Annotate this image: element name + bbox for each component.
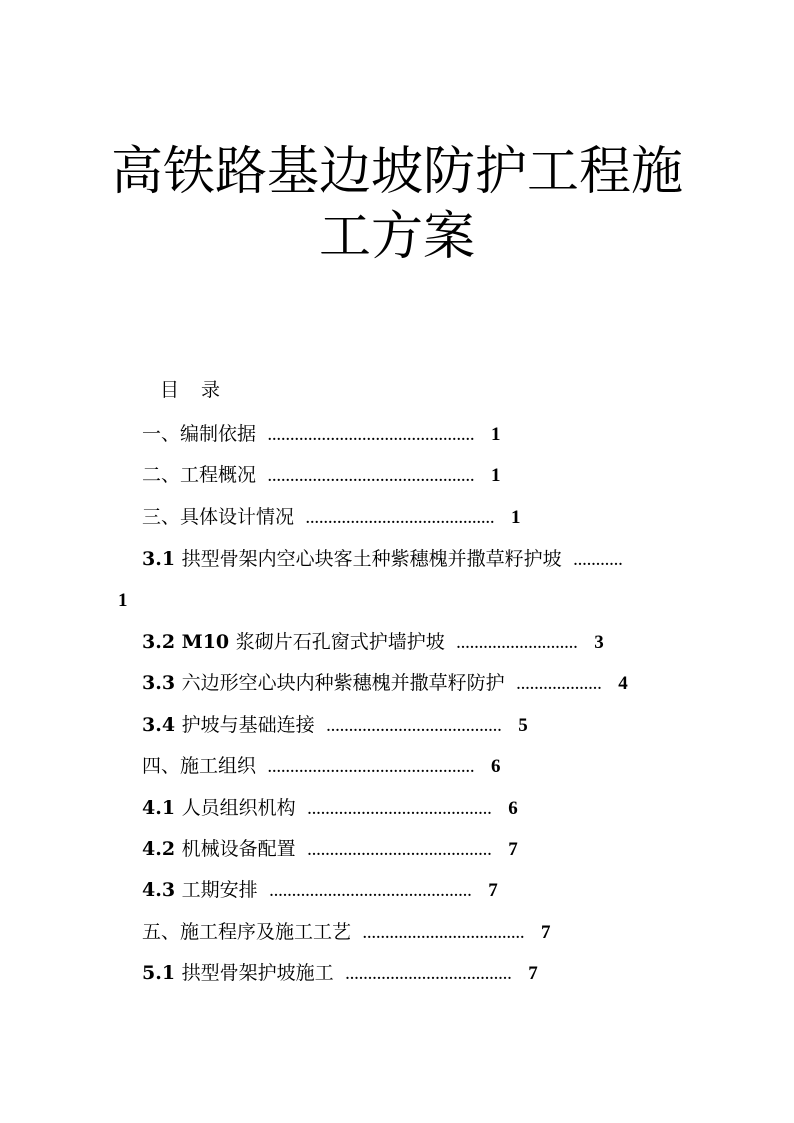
document-title-line2: 工方案 [318, 207, 475, 267]
toc-page-number: 7 [541, 922, 551, 943]
toc-page-number: 1 [491, 465, 501, 486]
toc-leader-dots: ..................................... [345, 968, 513, 983]
toc-entry-label: 机械设备配置 [181, 838, 296, 860]
toc-entry-label: 一、编制依据 [142, 423, 257, 445]
document-title-line1: 高铁路基边坡防护工程施 [110, 142, 683, 202]
toc-leader-dots: .............................................. [268, 429, 476, 444]
toc-page-number: 1 [511, 507, 521, 528]
toc-page-number: 3 [594, 632, 604, 653]
toc-leader-dots: .............................................. [268, 761, 476, 776]
toc-page-number: 6 [491, 756, 501, 777]
toc-entry-label: 拱型骨架内空心块客土种紫穗槐并撒草籽护坡 [181, 548, 562, 570]
toc-page-number: 4 [618, 673, 628, 694]
toc-entry-number: 5.1 [142, 962, 182, 984]
toc-entry[interactable] [142, 545, 623, 573]
toc-entry[interactable] [142, 461, 501, 489]
toc-leader-dots: ........................... [456, 637, 579, 652]
toc-entry-number: 4.3 [142, 879, 182, 901]
toc-entry-number: 4.2 [142, 838, 182, 860]
toc-entry[interactable] [142, 503, 521, 531]
toc-heading: 目 录 [160, 379, 229, 401]
toc-entry-label: 拱型骨架护坡施工 [181, 962, 334, 984]
toc-entry[interactable] [142, 420, 501, 448]
toc-leader-dots: ......................................... [307, 844, 493, 859]
toc-leader-dots: ............................................. [269, 885, 473, 900]
toc-entry[interactable] [142, 752, 501, 780]
toc-entry-label: 人员组织机构 [181, 797, 296, 819]
toc-leader-dots: ................... [516, 678, 603, 693]
toc-page-number: 7 [488, 880, 498, 901]
toc-leader-dots: .................................... [363, 927, 526, 942]
toc-entry[interactable] [142, 669, 628, 697]
toc-entry[interactable] [142, 794, 518, 822]
toc-leader-dots: ......................................... [307, 803, 493, 818]
toc-entry[interactable] [142, 711, 528, 739]
toc-leader-dots: .............................................. [268, 470, 476, 485]
toc-entry-number: 3.1 [142, 548, 182, 570]
toc-leader-dots: ....................................... [326, 720, 503, 735]
toc-page-number: 5 [518, 715, 528, 736]
toc-entry[interactable] [142, 876, 498, 904]
toc-entry[interactable] [142, 959, 538, 987]
toc-leader-dots: .......................................... [306, 512, 496, 527]
toc-entry-number: 3.2 M10 [142, 631, 236, 653]
toc-entry-number: 3.4 [142, 714, 182, 736]
toc-entry[interactable] [142, 918, 551, 946]
toc-leader-dots: ........... [573, 554, 624, 569]
toc-entry[interactable] [142, 835, 518, 863]
toc-entry-number: 3.3 [142, 672, 182, 694]
toc-page-number: 6 [508, 798, 518, 819]
toc-entry-label: 三、具体设计情况 [142, 506, 295, 528]
toc-entry-label: 六边形空心块内种紫穗槐并撒草籽防护 [181, 672, 505, 694]
toc-page-number: 7 [508, 839, 518, 860]
toc-entry-label: 浆砌片石孔窗式护墙护坡 [235, 631, 445, 653]
toc-page-number: 7 [528, 963, 538, 984]
toc-entry-label: 工期安排 [181, 879, 258, 901]
toc-entry-label: 护坡与基础连接 [181, 714, 315, 736]
toc-entry-label: 二、工程概况 [142, 464, 257, 486]
toc-entry[interactable] [142, 628, 604, 656]
toc-entry-number: 4.1 [142, 797, 182, 819]
toc-page-number[interactable]: 1 [118, 590, 128, 611]
toc-page-number: 1 [491, 424, 501, 445]
toc-entry-label: 四、施工组织 [142, 755, 257, 777]
toc-entry-label: 五、施工程序及施工工艺 [142, 921, 352, 943]
